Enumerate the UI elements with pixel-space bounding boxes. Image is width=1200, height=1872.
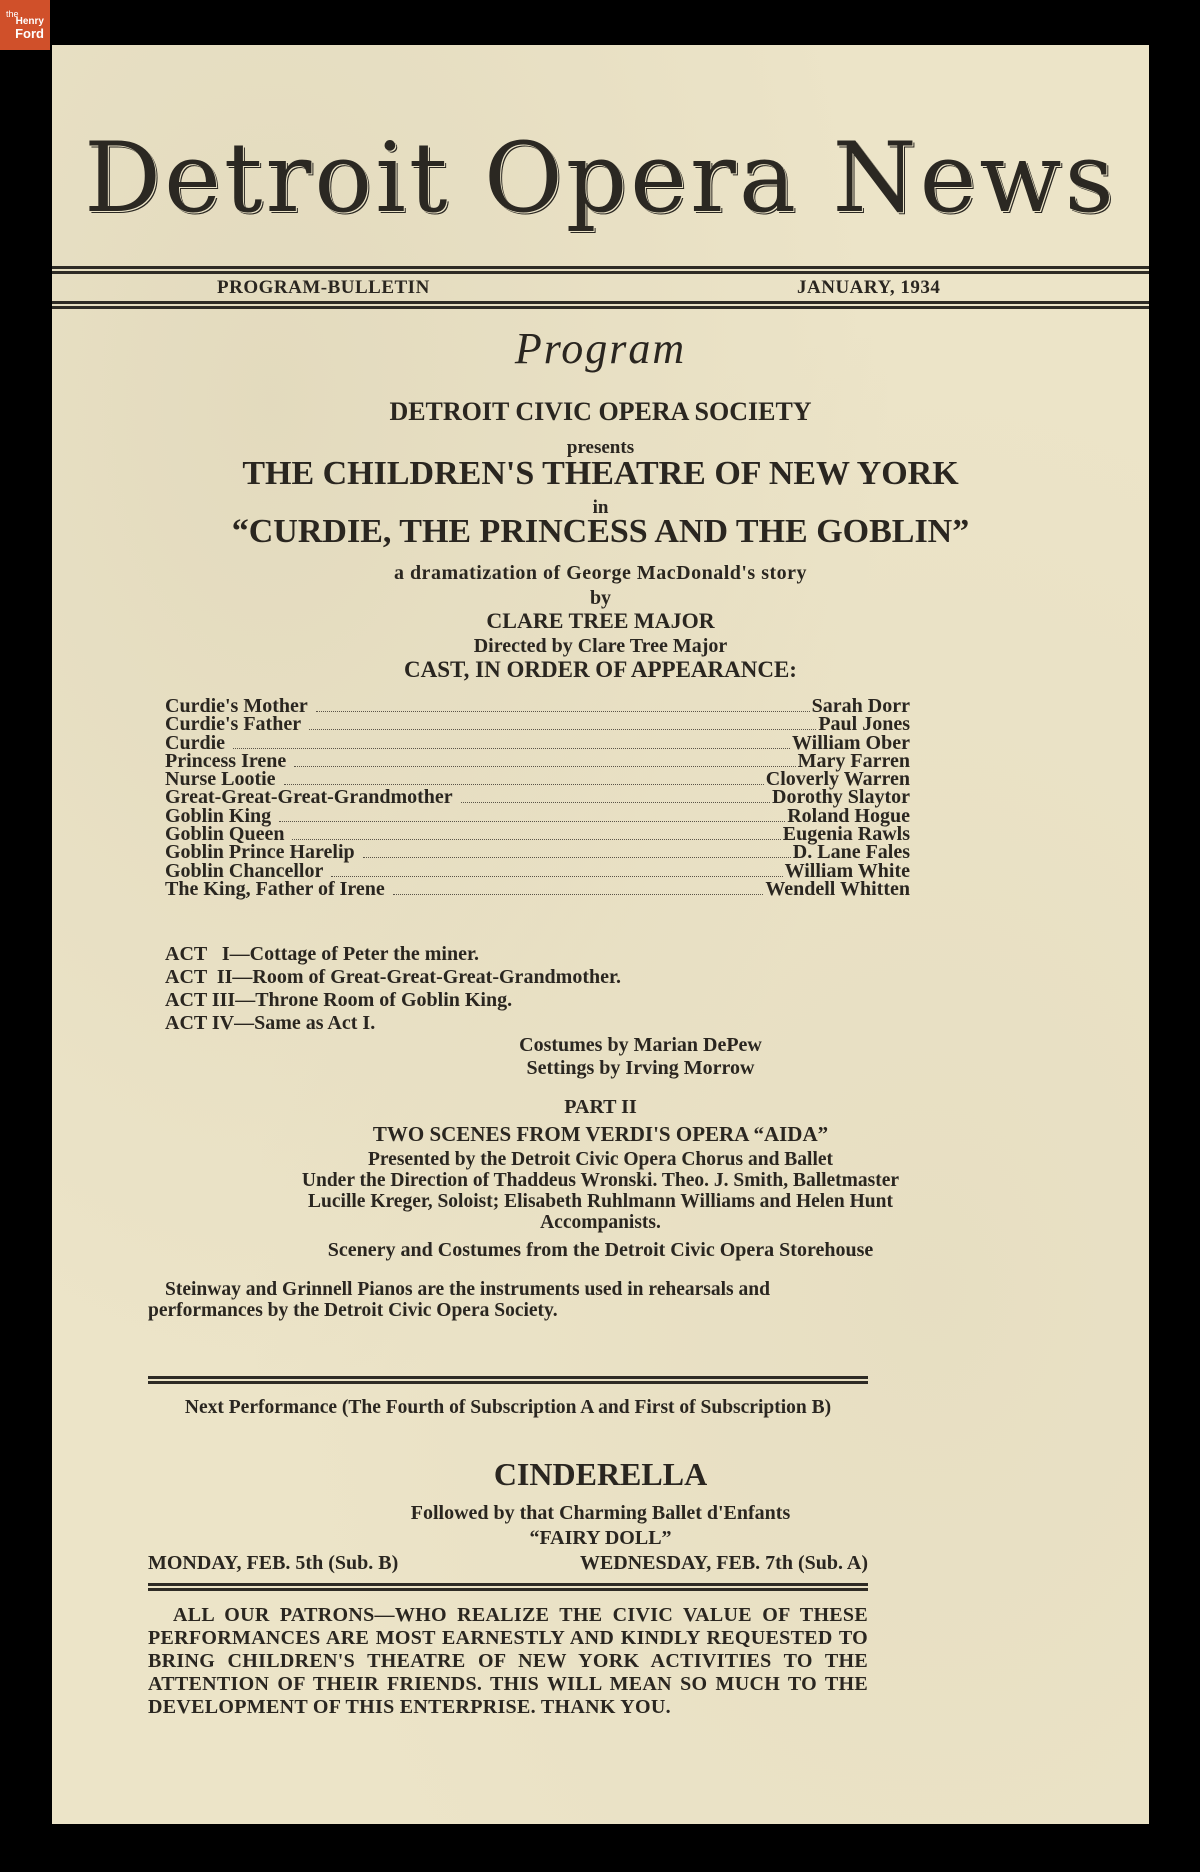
leader-dots	[363, 856, 791, 858]
leader-dots	[284, 783, 764, 785]
cast-actor: Cloverly Warren	[765, 768, 910, 791]
leader-dots	[316, 710, 810, 712]
cast-role: The King, Father of Irene	[165, 877, 385, 900]
part2-heading: PART II	[564, 1096, 637, 1118]
aida-title: TWO SCENES FROM VERDI'S OPERA “AIDA”	[372, 1122, 829, 1146]
masthead-rule-bottom	[52, 301, 1149, 309]
cast-list	[165, 697, 910, 898]
ballet-title: “FAIRY DOLL”	[529, 1527, 672, 1549]
director-credit: Directed by Clare Tree Major	[473, 635, 728, 657]
masthead-title: Detroit Opera News	[84, 122, 1117, 234]
cast-actor: Mary Farren	[797, 749, 910, 772]
aida-line: Lucille Kreger, Soloist; Elisabeth Ruhlmann Williams and Helen Hunt	[308, 1191, 893, 1212]
cast-role: Princess Irene	[165, 749, 287, 772]
section-rule	[148, 1583, 868, 1591]
leader-dots	[233, 747, 790, 749]
act-3: ACT III—Throne Room of Goblin King.	[165, 989, 513, 1011]
settings-credit: Settings by Irving Morrow	[526, 1057, 755, 1079]
bulletin-label: PROGRAM-BULLETIN	[217, 277, 430, 298]
cast-role: Great-Great-Great-Grandmother	[165, 786, 453, 809]
leader-dots	[292, 838, 780, 840]
program-heading: Program	[514, 324, 687, 373]
cast-actor: Roland Hogue	[787, 804, 910, 827]
cast-actor: William White	[784, 859, 910, 882]
cast-role: Goblin Chancellor	[165, 859, 324, 882]
play-title: “CURDIE, THE PRINCESS AND THE GOBLIN”	[231, 513, 970, 550]
act-4: ACT IV—Same as Act I.	[165, 1012, 376, 1034]
acts-list	[165, 943, 621, 1035]
leader-dots	[294, 765, 795, 767]
cast-role: Goblin Queen	[165, 823, 285, 846]
cast-row	[165, 877, 910, 900]
leader-dots	[309, 728, 816, 730]
program-page	[52, 45, 1149, 1824]
leader-dots	[393, 893, 764, 895]
cast-actor: Paul Jones	[818, 713, 910, 736]
logo-ford: Ford	[15, 26, 44, 41]
cast-role: Goblin King	[165, 804, 272, 827]
by-text: by	[589, 587, 612, 609]
patrons-note: ALL OUR PATRONS—WHO REALIZE THE CIVIC VALUE OF THESE PERFORMANCES ARE MOST EARNESTLY AND KINDLY REQUESTED TO BRING CHILDREN'S THEATRE OF NEW YORK ACTIVITIES TO THE ATTENTION OF THEIR FRIENDS. THIS WILL MEAN SO MUCH TO THE DEVELOPMENT OF THIS ENTERPRISE. THANK YOU.	[148, 1604, 868, 1718]
cast-actor: William Ober	[792, 731, 910, 754]
performance-date-1: MONDAY, FEB. 5th (Sub. B)	[148, 1552, 399, 1574]
act-2: ACT II—Room of Great-Great-Great-Grandmother.	[165, 966, 622, 988]
bulletin-row	[52, 277, 1149, 299]
performance-dates	[148, 1552, 868, 1575]
next-performance-title: CINDERELLA	[493, 1456, 708, 1492]
leader-dots	[331, 875, 782, 877]
aida-line: Presented by the Detroit Civic Opera Chorus and Ballet	[367, 1149, 834, 1170]
cast-role: Curdie's Mother	[165, 695, 308, 717]
act-1: ACT I—Cottage of Peter the miner.	[165, 943, 480, 965]
author-name: CLARE TREE MAJOR	[486, 608, 715, 633]
cast-row	[165, 713, 910, 736]
production-credits	[52, 1034, 1149, 1080]
performance-date-2: WEDNESDAY, FEB. 7th (Sub. A)	[579, 1552, 868, 1574]
cast-actor: Dorothy Slaytor	[772, 786, 910, 809]
presents-text: presents	[566, 437, 635, 458]
masthead-rule-top	[52, 266, 1149, 274]
next-performance-intro: Next Performance (The Fourth of Subscription A and First of Subscription B)	[184, 1397, 832, 1418]
ballet-intro: Followed by that Charming Ballet d'Enfants	[410, 1502, 791, 1524]
society-name: DETROIT CIVIC OPERA SOCIETY	[389, 397, 812, 426]
cast-role: Curdie	[165, 731, 225, 754]
logo-henry: Henry	[15, 16, 44, 27]
cast-actor: D. Lane Fales	[792, 841, 910, 864]
aida-line: Accompanists.	[540, 1212, 661, 1233]
cast-actor: Eugenia Rawls	[782, 823, 910, 846]
aida-details	[52, 1149, 1149, 1233]
section-rule	[148, 1376, 868, 1384]
scenery-credit: Scenery and Costumes from the Detroit Civic Opera Storehouse	[327, 1239, 874, 1261]
pianos-note: Steinway and Grinnell Pianos are the instruments used in rehearsals and performances by the Detroit Civic Opera Society.	[148, 1279, 770, 1321]
costumes-credit: Costumes by Marian DePew	[519, 1034, 762, 1056]
cast-role: Nurse Lootie	[165, 768, 276, 791]
company-name: THE CHILDREN'S THEATRE OF NEW YORK	[242, 455, 959, 492]
cast-role: Goblin Prince Harelip	[165, 841, 355, 864]
logo-the: the	[6, 9, 19, 19]
in-text: in	[592, 497, 609, 518]
leader-dots	[279, 820, 785, 822]
leader-dots	[461, 801, 770, 803]
cast-row	[165, 841, 910, 864]
cast-heading: CAST, IN ORDER OF APPEARANCE:	[404, 657, 797, 682]
cast-actor: Sarah Dorr	[811, 695, 910, 717]
dramatization-text: a dramatization of George MacDonald's story	[393, 562, 808, 584]
cast-actor: Wendell Whitten	[765, 877, 910, 900]
cast-role: Curdie's Father	[165, 713, 302, 736]
aida-line: Under the Direction of Thaddeus Wronski. Theo. J. Smith, Balletmaster	[301, 1170, 900, 1191]
issue-date: JANUARY, 1934	[797, 277, 941, 298]
henry-ford-logo	[0, 0, 50, 50]
